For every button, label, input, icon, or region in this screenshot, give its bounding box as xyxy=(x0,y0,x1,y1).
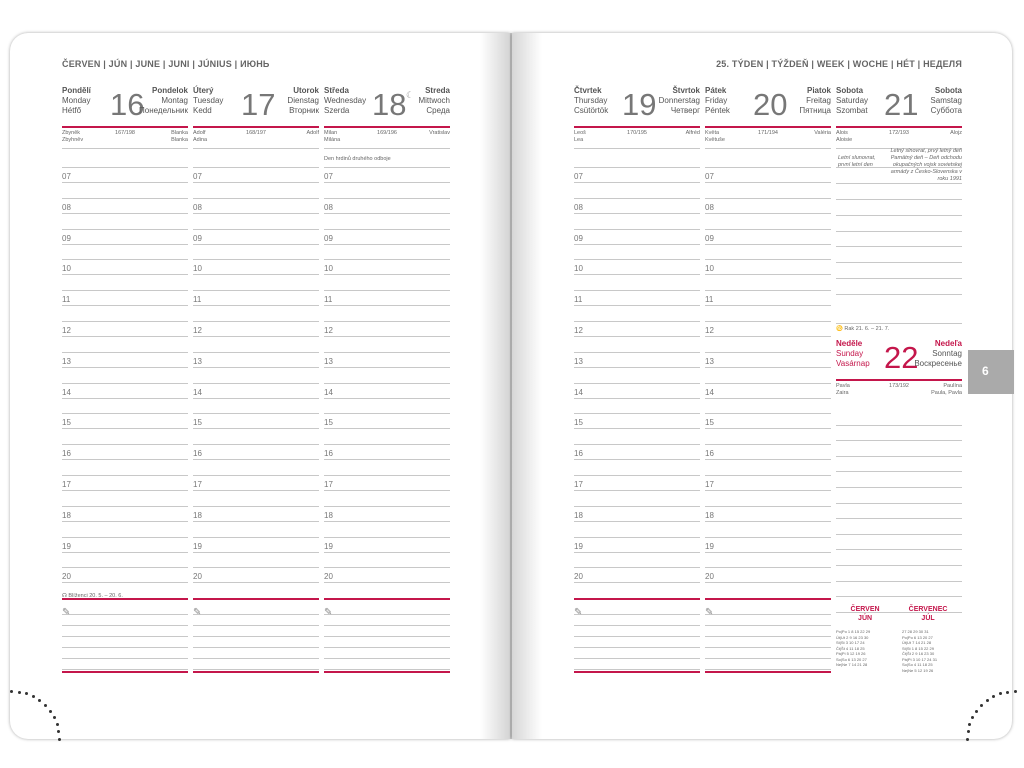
hour-slot[interactable]: 18 xyxy=(324,506,450,537)
sunday-number: 22 xyxy=(884,340,919,375)
cal-row: Po|Po 6 13 20 27 xyxy=(902,634,933,640)
note-line[interactable] xyxy=(193,659,319,670)
hour-slot[interactable]: 09 xyxy=(324,229,450,260)
hour-slot[interactable]: 12 xyxy=(62,321,188,352)
moon-icon: ☾ xyxy=(406,90,415,100)
hour-slot[interactable]: 13 xyxy=(574,352,700,383)
zodiac-gemini: ☊ Blíženci 20. 5. – 20. 6. xyxy=(62,593,123,599)
hour-slot[interactable]: 18 xyxy=(705,506,831,537)
cal-row: Čt|Št 2 9 16 23 30 xyxy=(902,651,935,656)
note-line[interactable] xyxy=(574,648,700,659)
hour-slot[interactable]: 20 xyxy=(705,567,831,598)
pencil-icon: ✎ xyxy=(193,607,202,619)
note-line[interactable] xyxy=(62,659,188,670)
hour-slot[interactable]: 17 xyxy=(574,475,700,506)
cal-row: So|So 6 13 20 27 xyxy=(836,656,867,662)
month-header: ČERVEN | JÚN | JUNE | JUNI | JÚNIUS | ИЮНЬ xyxy=(62,59,270,69)
saturday-note-cz: Letní slunovrat, první letní den xyxy=(838,155,876,168)
note-line[interactable] xyxy=(705,648,831,659)
pencil-icon: ✎ xyxy=(574,607,583,619)
hour-slot[interactable]: 16 xyxy=(705,444,831,475)
hour-slot[interactable]: 15 xyxy=(705,413,831,444)
hour-slot[interactable]: 07 xyxy=(193,167,319,198)
pencil-icon: ✎ xyxy=(705,607,714,619)
cal-row: Út|Ut 7 14 21 28 xyxy=(902,640,932,645)
sunday-block: ♋ Rak 21. 6. – 21. 7. Neděle Sunday Vasárnap 22 Nedeľa Sonntag Воскресенье Pavla Zaira 173/192 Paulína Paula, Pavla xyxy=(836,323,962,397)
decor-dot xyxy=(975,710,978,713)
hour-slot[interactable]: 15 xyxy=(574,413,700,444)
hour-slot[interactable]: 08 xyxy=(193,198,319,229)
decor-dot xyxy=(49,710,52,713)
decor-dot xyxy=(44,704,47,707)
hour-slot[interactable]: 11 xyxy=(62,290,188,321)
day-number: 16 xyxy=(110,87,145,122)
gutter-shadow-right xyxy=(512,33,542,739)
hour-slot[interactable]: 19 xyxy=(193,537,319,568)
decor-dot xyxy=(10,690,13,693)
hour-slot[interactable]: 07 xyxy=(62,167,188,198)
hour-slot[interactable]: 10 xyxy=(574,259,700,290)
mini-calendars: ČERVEN JÚN ČERVENEC JÚL Po|Po 1 8 15 22 29 Út|Ut 2 9 16 23 30 St|St 3 10 17 24 Čt|Št 4 11 18 25 Pá|Pi 5 12 19 26 So|So 6 13 20 27 Ne|Ne 7 14 21 28 27 28 29 30 31 Po|Po 6 13 20 27 Út|Ut 7 14 21 28 St|St 1 8 15 22 29 Čt|Št 2 9 16 23 30 Pá|Pi 3 10 17 24 31 So|So 4 11 18 25 Ne|Ne 5 12 19 26 xyxy=(836,605,962,673)
week-header: 25. TÝDEN | TÝŽDEŇ | WEEK | WOCHE | HÉT | НЕДЕЛЯ xyxy=(716,59,962,69)
note-line[interactable] xyxy=(324,637,450,648)
note-line[interactable] xyxy=(62,637,188,648)
note-line[interactable] xyxy=(324,626,450,637)
cal-row: Pá|Pi 3 10 17 24 31 xyxy=(902,656,938,662)
pencil-icon: ✎ xyxy=(324,607,333,619)
hour-slot[interactable]: 20 xyxy=(193,567,319,598)
pencil-icon: ✎ xyxy=(62,607,71,619)
note-line[interactable] xyxy=(574,637,700,648)
hour-slot[interactable]: 09 xyxy=(574,229,700,260)
hour-slot[interactable]: 14 xyxy=(574,383,700,414)
hour-slot[interactable]: 09 xyxy=(62,229,188,260)
hour-slot[interactable]: 18 xyxy=(574,506,700,537)
note-line[interactable] xyxy=(193,626,319,637)
hour-slot[interactable]: 19 xyxy=(705,537,831,568)
hour-slot[interactable]: 15 xyxy=(62,413,188,444)
hour-slot[interactable]: 12 xyxy=(574,321,700,352)
hour-slot[interactable]: 19 xyxy=(574,537,700,568)
cal-row: 27 28 29 30 31 xyxy=(902,629,929,634)
cal-row: St|St 3 10 17 24 xyxy=(836,640,865,645)
day-column: Úterý Tuesday Kedd 17 Utorok Dienstag Вторник Adolf Adina 168/197 Adolf 07 08 09 10 11 12 13 14 15 16 17 18 19 20 ✎ xyxy=(193,86,319,673)
hour-slot[interactable]: 16 xyxy=(62,444,188,475)
note-line[interactable] xyxy=(193,637,319,648)
note-line[interactable] xyxy=(574,626,700,637)
cal-row: So|So 4 11 18 25 xyxy=(902,662,933,667)
hour-slot[interactable]: 17 xyxy=(62,475,188,506)
hour-slot[interactable]: 11 xyxy=(193,290,319,321)
hour-slot[interactable]: 11 xyxy=(574,290,700,321)
hour-slot[interactable]: 10 xyxy=(62,259,188,290)
cal-row: Po|Po 1 8 15 22 29 xyxy=(836,629,871,634)
hour-slot[interactable]: 20 xyxy=(574,567,700,598)
hour-slot[interactable]: 14 xyxy=(62,383,188,414)
day-number: 19 xyxy=(622,87,657,122)
sunday-lines[interactable] xyxy=(836,410,962,613)
hour-slot[interactable]: 10 xyxy=(193,259,319,290)
day-column: Pondělí Monday Hétfő 16 Pondelok Montag Понедельник Zbyněk Zbyhněv 167/198 Blanka Blanka 07 08 09 10 11 12 13 14 15 16 17 18 19 20 ✎ xyxy=(62,86,188,673)
hour-slot[interactable]: 08 xyxy=(324,198,450,229)
note-line[interactable] xyxy=(705,615,831,626)
hour-slot[interactable]: 15 xyxy=(193,413,319,444)
hour-slot[interactable]: 13 xyxy=(62,352,188,383)
hour-slot[interactable]: 16 xyxy=(193,444,319,475)
hour-slot[interactable]: 16 xyxy=(574,444,700,475)
cal-row: Pá|Pi 5 12 19 26 xyxy=(836,651,866,656)
hour-slot[interactable]: 20 xyxy=(62,567,188,598)
hour-slot[interactable]: 17 xyxy=(324,475,450,506)
hour-slot[interactable]: 10 xyxy=(705,259,831,290)
note-line[interactable] xyxy=(574,615,700,626)
decor-dot xyxy=(18,691,21,694)
hour-slot[interactable]: 20 xyxy=(324,567,450,598)
cal-row: Čt|Št 4 11 18 25 xyxy=(836,645,865,651)
hour-slot[interactable]: 07 xyxy=(574,167,700,198)
day-number: 18 xyxy=(372,87,407,122)
note-line[interactable] xyxy=(324,615,450,626)
decor-dot xyxy=(58,738,61,741)
hour-slot[interactable]: 19 xyxy=(62,537,188,568)
hour-slot[interactable]: 13 xyxy=(324,352,450,383)
day-column: Středa Wednesday Szerda 18 ☾ Streda Mittwoch Среда Milan Milána 169/196 Vratislav Den hrdinů druhého odboje 07 08 09 10 11 12 13 14 15 16 17 18 19 20 ✎ xyxy=(324,86,450,673)
decor-dot xyxy=(53,716,56,719)
hour-slot[interactable]: 14 xyxy=(324,383,450,414)
hour-slot[interactable]: 09 xyxy=(705,229,831,260)
note-line[interactable] xyxy=(193,648,319,659)
hour-slot[interactable]: 19 xyxy=(324,537,450,568)
hour-slot[interactable]: 16 xyxy=(324,444,450,475)
gutter-shadow-left xyxy=(480,33,512,739)
day-column: Čtvrtek Thursday Csütörtök 19 Štvrtok Donnerstag Четверг Leoš Lea 170/195 Alfréd 07 08 09 10 11 12 13 14 15 16 17 18 19 20 ✎ xyxy=(574,86,700,673)
hour-slot[interactable]: 11 xyxy=(705,290,831,321)
hour-slot[interactable]: 13 xyxy=(193,352,319,383)
note-line[interactable] xyxy=(705,626,831,637)
note-line[interactable] xyxy=(62,615,188,626)
cal-row: St|St 1 8 15 22 29 xyxy=(902,645,934,651)
decor-dot xyxy=(986,699,989,702)
hour-slot[interactable]: 09 xyxy=(193,229,319,260)
hour-slot[interactable]: 14 xyxy=(705,383,831,414)
day-number: 17 xyxy=(241,87,276,122)
decor-dot xyxy=(1014,690,1017,693)
hour-slot[interactable]: 07 xyxy=(705,167,831,198)
month-tab[interactable]: 6 xyxy=(968,350,1014,394)
note-line[interactable] xyxy=(62,648,188,659)
hour-slot[interactable]: 07 xyxy=(324,167,450,198)
cal-row: Ne|Ne 5 12 19 26 xyxy=(902,667,934,673)
hour-slot[interactable]: 13 xyxy=(705,352,831,383)
hour-slot[interactable]: 17 xyxy=(193,475,319,506)
hour-slot[interactable]: 12 xyxy=(324,321,450,352)
hour-slot[interactable]: 08 xyxy=(705,198,831,229)
day-column: Pátek Friday Péntek 20 Piatok Freitag Пятница Květa Květuše 171/194 Valéria 07 08 09 10 11 12 13 14 15 16 17 18 19 20 ✎ xyxy=(705,86,831,673)
hour-slot[interactable]: 12 xyxy=(705,321,831,352)
day-number: 21 xyxy=(884,87,919,122)
hour-slot[interactable]: 10 xyxy=(324,259,450,290)
hour-slot[interactable]: 18 xyxy=(193,506,319,537)
cal-row: Út|Ut 2 9 16 23 30 xyxy=(836,634,869,640)
hour-slot[interactable]: 08 xyxy=(574,198,700,229)
decor-dot xyxy=(966,738,969,741)
note-line[interactable] xyxy=(324,659,450,670)
hour-slot[interactable]: 15 xyxy=(324,413,450,444)
note-line[interactable] xyxy=(324,648,450,659)
hour-slot[interactable]: 17 xyxy=(705,475,831,506)
hour-slot[interactable]: 18 xyxy=(62,506,188,537)
decor-dot xyxy=(56,723,59,726)
day-number: 20 xyxy=(753,87,788,122)
note-line[interactable] xyxy=(574,659,700,670)
note-line[interactable] xyxy=(705,659,831,670)
hour-slot[interactable]: 11 xyxy=(324,290,450,321)
note-line[interactable] xyxy=(705,637,831,648)
day-column: Sobota Saturday Szombat 21 Sobota Samstag Суббота Alois Aloisie 172/193 Alojz xyxy=(836,86,962,310)
zodiac-cancer: ♋ Rak 21. 6. – 21. 7. xyxy=(836,326,890,332)
note-line[interactable] xyxy=(193,615,319,626)
hour-slot[interactable]: 08 xyxy=(62,198,188,229)
hour-slot[interactable]: 12 xyxy=(193,321,319,352)
note-line[interactable] xyxy=(62,626,188,637)
hour-slot[interactable]: 14 xyxy=(193,383,319,414)
cal-row: Ne|Ne 7 14 21 28 xyxy=(836,662,868,667)
saturday-note-sk: Letný slnovrat, prvý letný deň Pamätný deň – Deň odchodu okupačných vojsk sovietskej armády z Česko-Slovenska v roku 1991 xyxy=(890,148,962,182)
